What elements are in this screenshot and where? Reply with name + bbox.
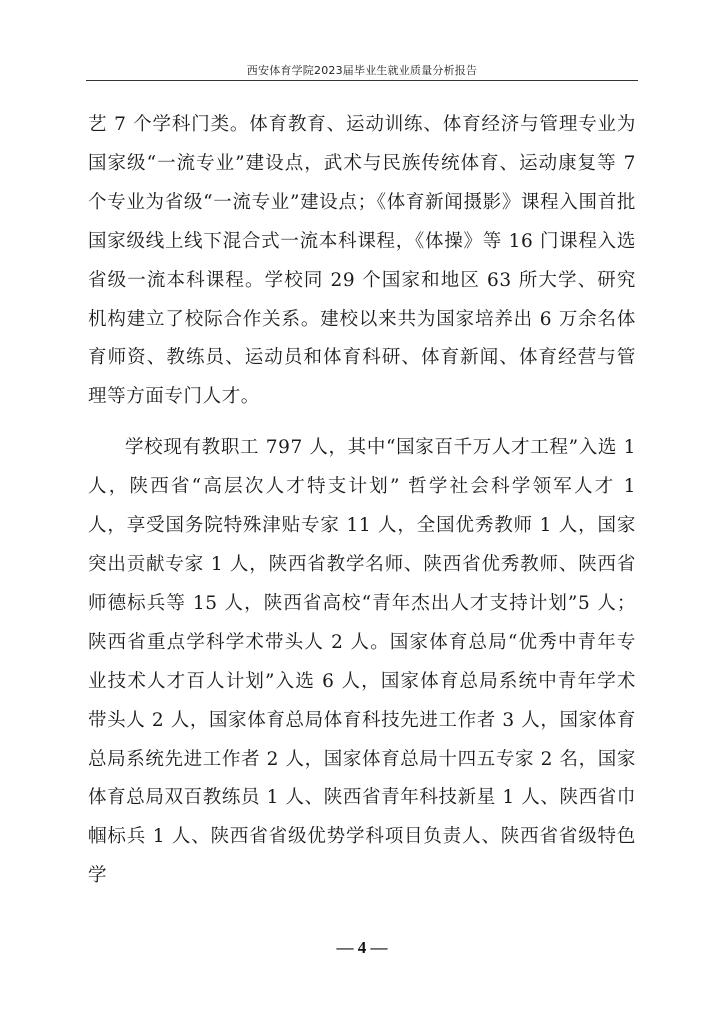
page-number: — 4 — bbox=[336, 938, 388, 957]
page-body bbox=[88, 106, 636, 896]
body-paragraph-2: 学校现有教职工 797 人，其中“国家百千万人才工程”入选 1 人，陕西省“高层次人才特支计划” 哲学社会科学领军人才 1 人，享受国务院特殊津贴专家 11 人，全国优秀教师 1 人，国家突出贡献专家 1 人，陕西省教学名师、陕西省优秀教师、陕西省师德标兵等 15 人，陕西省高校“青年杰出人才支持计划”5 人；陕西省重点学科学术带头人 2 人。国家体育总局“优秀中青年专业技术人才百人计划”入选 6 人，国家体育总局系统中青年学术带头人 2 人，国家体育总局体育科技先进工作者 3 人，国家体育总局系统先进工作者 2 人，国家体育总局十四五专家 2 名，国家体育总局双百教练员 1 人、陕西省青年科技新星 1 人、陕西省巾帼标兵 1 人、陕西省省级优势学科项目负责人、陕西省省级特色学 bbox=[88, 437, 636, 887]
body-paragraph-1: 艺 7 个学科门类。体育教育、运动训练、体育经济与管理专业为国家级“一流专业”建设点，武术与民族传统体育、运动康复等 7 个专业为省级“一流专业”建设点；《体育新闻摄影》课程入围首批国家级线上线下混合式一流本科课程，《体操》等 16 门课程入选省级一流本科课程。学校同 29 个国家和地区 63 所大学、研究机构建立了校际合作关系。建校以来共为国家培养出 6 万余名体育师资、教练员、运动员和体育科研、体育新闻、体育经营与管理等方面专门人才。 bbox=[88, 114, 636, 408]
running-header-title: 西安体育学院2023届毕业生就业质量分析报告 bbox=[246, 64, 478, 77]
paragraph-spacer bbox=[88, 417, 636, 429]
header-divider bbox=[86, 80, 638, 81]
